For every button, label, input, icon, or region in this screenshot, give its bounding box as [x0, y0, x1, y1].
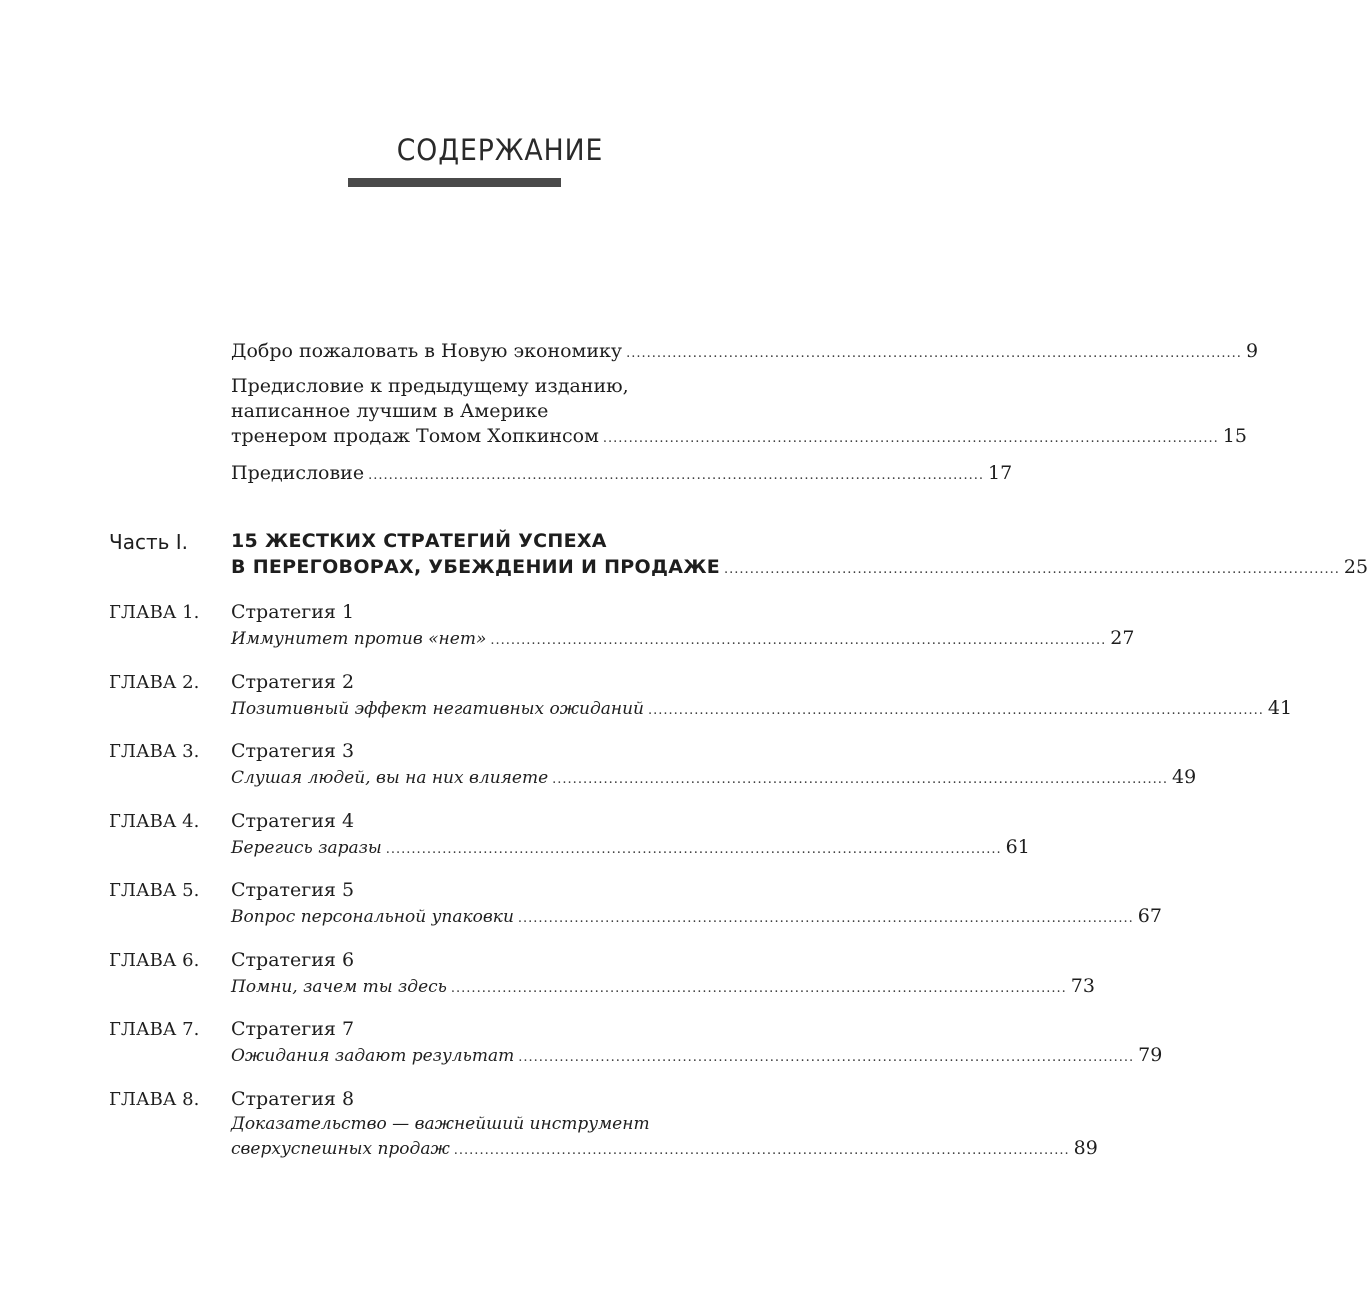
chapter-label: ГЛАВА 5. [109, 880, 200, 901]
dot-leader: ........................................................................................................................ [450, 981, 1067, 996]
toc-entry-title-line: Предисловие к предыдущему изданию, [231, 375, 629, 397]
dot-leader: ........................................................................................................................ [368, 468, 984, 483]
chapter-title: Позитивный эффект негативных ожиданий [231, 699, 645, 719]
toc-entry-title: Добро пожаловать в Новую экономику [231, 340, 623, 362]
chapter-label: ГЛАВА 2. [109, 672, 200, 693]
strategy-label: Стратегия 5 [231, 879, 355, 901]
chapter-title: Вопрос персональной упаковки [231, 907, 514, 927]
dot-leader: ........................................................................................................................ [517, 911, 1134, 926]
dot-leader: ........................................................................................................................ [626, 346, 1242, 361]
chapter-title-line: Доказательство — важнейший инструмент [231, 1114, 650, 1134]
toc-entry-title-line: тренером продаж Томом Хопкинсом [231, 425, 599, 447]
chapter-label: ГЛАВА 3. [109, 741, 200, 762]
strategy-label: Стратегия 7 [231, 1018, 355, 1040]
part-label: Часть I. [109, 530, 189, 554]
dot-leader: ........................................................................................................................ [518, 1050, 1135, 1065]
page-number: 89 [1073, 1137, 1098, 1159]
strategy-label: Стратегия 6 [231, 949, 355, 971]
page-number: 79 [1138, 1044, 1163, 1066]
chapter-label: ГЛАВА 7. [109, 1019, 200, 1040]
page-number: 41 [1267, 697, 1293, 719]
chapter-title: Иммунитет против «нет» [231, 629, 487, 649]
page-title: СОДЕРЖАНИЕ [396, 133, 604, 167]
toc-entry-foreword[interactable] [231, 462, 1013, 484]
page-number: 17 [987, 462, 1013, 484]
chapter-title: Берегись заразы [231, 838, 382, 858]
page-number: 9 [1245, 340, 1259, 362]
dot-leader: ........................................................................................................................ [648, 703, 1264, 718]
dot-leader: ........................................................................................................................ [490, 633, 1107, 648]
chapter-label: ГЛАВА 1. [109, 602, 200, 623]
strategy-label: Стратегия 4 [231, 810, 355, 832]
part-title-line: В ПЕРЕГОВОРАХ, УБЕЖДЕНИИ И ПРОДАЖЕ [231, 556, 721, 578]
chapter-title-line: сверхуспешных продаж [231, 1139, 450, 1159]
chapter-title: Ожидания задают результат [231, 1046, 515, 1066]
page-number: 15 [1222, 425, 1247, 447]
part-title-line: 15 ЖЕСТКИХ СТРАТЕГИЙ УСПЕХА [231, 530, 607, 552]
strategy-label: Стратегия 1 [231, 601, 355, 623]
page-number: 25 [1343, 556, 1368, 578]
chapter-title: Помни, зачем ты здесь [231, 977, 447, 997]
dot-leader: ........................................................................................................................ [453, 1143, 1070, 1158]
chapter-label: ГЛАВА 4. [109, 811, 200, 832]
dot-leader: ........................................................................................................................ [385, 842, 1002, 857]
dot-leader: ........................................................................................................................ [602, 431, 1219, 446]
title-underline [348, 178, 561, 187]
page-number: 73 [1070, 975, 1095, 997]
strategy-label: Стратегия 3 [231, 740, 355, 762]
strategy-label: Стратегия 2 [231, 671, 355, 693]
dot-leader: ........................................................................................................................ [724, 562, 1340, 577]
toc-entry-title-line: написанное лучшим в Америке [231, 400, 549, 422]
dot-leader: ........................................................................................................................ [552, 772, 1169, 787]
chapter-label: ГЛАВА 6. [109, 950, 200, 971]
page-number: 61 [1005, 836, 1030, 858]
chapter-title: Слушая людей, вы на них влияете [231, 768, 549, 788]
page-number: 67 [1137, 905, 1162, 927]
toc-entry-title: Предисловие [231, 462, 365, 484]
chapter-label: ГЛАВА 8. [109, 1089, 200, 1110]
page-number: 49 [1172, 766, 1197, 788]
toc-entry-welcome[interactable] [231, 340, 1259, 362]
page-number: 27 [1110, 627, 1135, 649]
strategy-label: Стратегия 8 [231, 1088, 355, 1110]
